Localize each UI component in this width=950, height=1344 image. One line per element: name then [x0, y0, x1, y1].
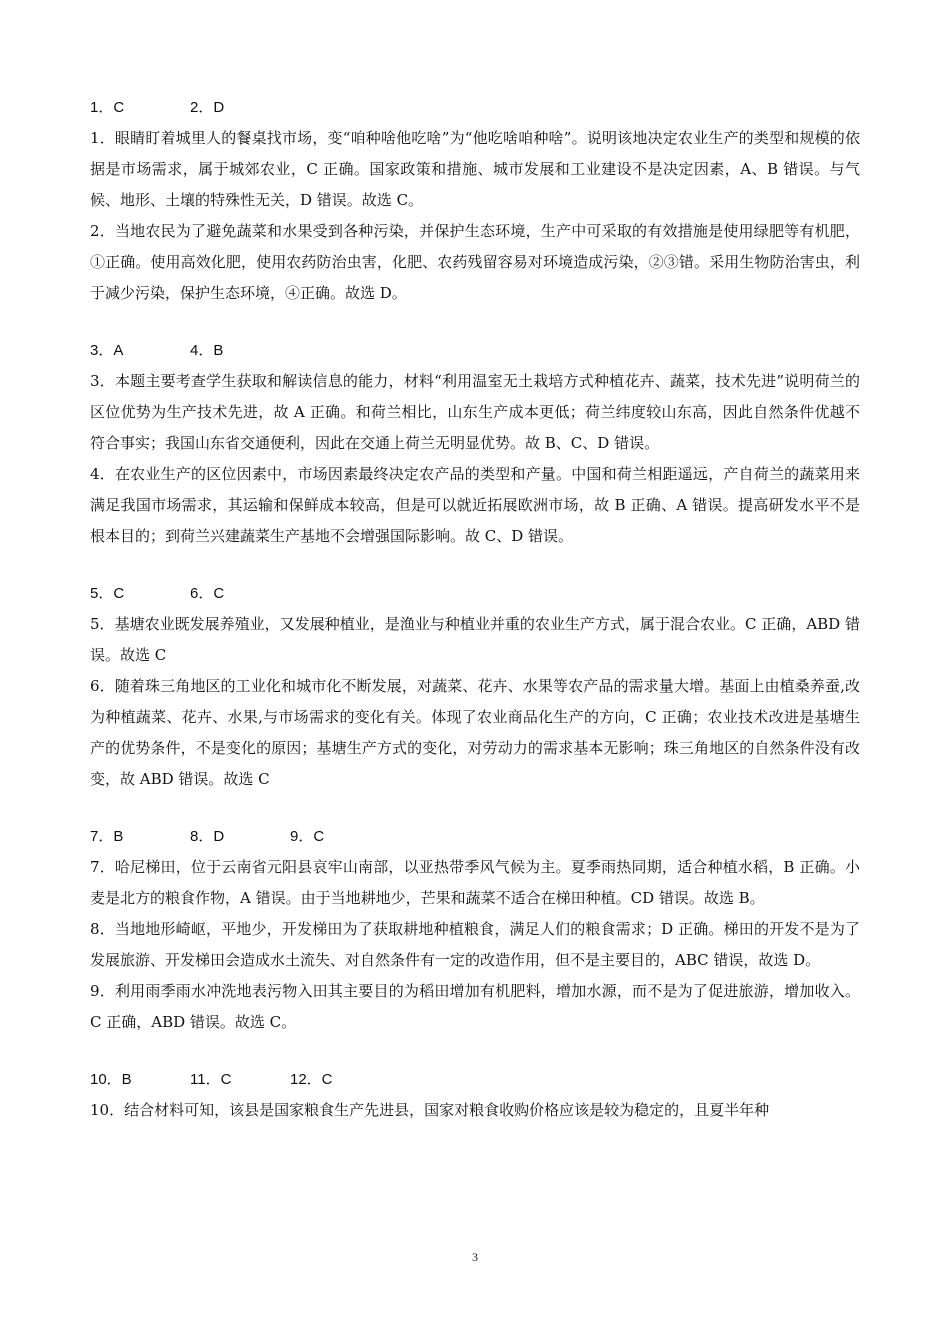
answer-row	[90, 1064, 860, 1095]
answer-choice: 9．C	[290, 828, 325, 845]
answer-choice: 11．C	[190, 1071, 232, 1088]
answer-choice: 3．A	[90, 342, 124, 359]
answer-choice: 6．C	[190, 585, 225, 602]
answer-row	[90, 578, 860, 609]
answer-key-content	[90, 92, 860, 1152]
page-number: 3	[472, 1250, 478, 1264]
answer-choice: 1．C	[90, 99, 125, 116]
explanation-paragraph: 9．利用雨季雨水冲洗地表污物入田其主要目的为稻田增加有机肥料，增加水源，而不是为了促进旅游，增加收入。C 正确，ABD 错误。故选 C。	[90, 982, 860, 1031]
answer-group	[90, 335, 860, 552]
answer-choice: 5．C	[90, 585, 125, 602]
answer-row	[90, 92, 860, 123]
explanation-paragraph: 6．随着珠三角地区的工业化和城市化不断发展，对蔬菜、花卉、水果等农产品的需求量大增。基面上由植桑养蚕,改为种植蔬菜、花卉、水果,与市场需求的变化有关。体现了农业商品化生产的方向，C 正确；农业技术改进是基塘生产的优势条件，不是变化的原因；基塘生产方式的变化，对劳动力的需求基本无影响；珠三角地区的自然条件没有改变，故 ABD 错误。故选 C	[90, 677, 860, 788]
explanation-paragraph: 8．当地地形崎岖，平地少，开发梯田为了获取耕地种植粮食，满足人们的粮食需求；D 正确。梯田的开发不是为了发展旅游、开发梯田会造成水土流失、对自然条件有一定的改造作用，但不是主要目的，ABC 错误，故选 D。	[90, 920, 860, 969]
explanation-paragraph: 7．哈尼梯田，位于云南省元阳县哀牢山南部，以亚热带季风气候为主。夏季雨热同期，适合种植水稻，B 正确。小麦是北方的粮食作物，A 错误。由于当地耕地少，芒果和蔬菜不适合在梯田种植。CD 错误。故选 B。	[90, 858, 860, 907]
explanation-paragraph: 2．当地农民为了避免蔬菜和水果受到各种污染，并保护生态环境，生产中可采取的有效措施是使用绿肥等有机肥，①正确。使用高效化肥，使用农药防治虫害，化肥、农药残留容易对环境造成污染，②③错。采用生物防治害虫，利于减少污染，保护生态环境，④正确。故选 D。	[90, 222, 860, 302]
explanation-paragraph: 1．眼睛盯着城里人的餐桌找市场，变“咱种啥他吃啥”为“他吃啥咱种啥”。说明该地决定农业生产的类型和规模的依据是市场需求，属于城郊农业，C 正确。国家政策和措施、城市发展和工业建设不是决定因素，A、B 错误。与气候、地形、土壤的特殊性无关，D 错误。故选 C。	[90, 129, 860, 209]
answer-choice: 2．D	[190, 99, 225, 116]
answer-choice: 4．B	[190, 342, 224, 359]
explanation-paragraph: 10．结合材料可知，该县是国家粮食生产先进县，国家对粮食收购价格应该是较为稳定的，且夏半年种	[90, 1101, 770, 1119]
explanation-paragraph: 4．在农业生产的区位因素中，市场因素最终决定农产品的类型和产量。中国和荷兰相距遥远，产自荷兰的蔬菜用来满足我国市场需求，其运输和保鲜成本较高，但是可以就近拓展欧洲市场，故 B 正确、A 错误。提高研发水平不是根本目的；到荷兰兴建蔬菜生产基地不会增强国际影响。故 C、D 错误。	[90, 465, 860, 545]
answer-group	[90, 92, 860, 309]
answer-group	[90, 821, 860, 1038]
answer-row	[90, 821, 860, 852]
answer-choice: 8．D	[190, 828, 225, 845]
answer-group	[90, 1064, 860, 1126]
answer-row	[90, 335, 860, 366]
answer-choice: 10．B	[90, 1071, 132, 1088]
explanation-paragraph: 3．本题主要考查学生获取和解读信息的能力，材料“利用温室无土栽培方式种植花卉、蔬菜，技术先进”说明荷兰的区位优势为生产技术先进，故 A 正确。和荷兰相比，山东生产成本更低；荷兰纬度较山东高，因此自然条件优越不符合事实；我国山东省交通便利，因此在交通上荷兰无明显优势。故 B、C、D 错误。	[90, 372, 860, 452]
answer-choice: 7．B	[90, 828, 124, 845]
answer-choice: 12．C	[290, 1071, 333, 1088]
explanation-paragraph: 5．基塘农业既发展养殖业，又发展种植业，是渔业与种植业并重的农业生产方式，属于混合农业。C 正确，ABD 错误。故选 C	[90, 615, 860, 664]
answer-group	[90, 578, 860, 795]
